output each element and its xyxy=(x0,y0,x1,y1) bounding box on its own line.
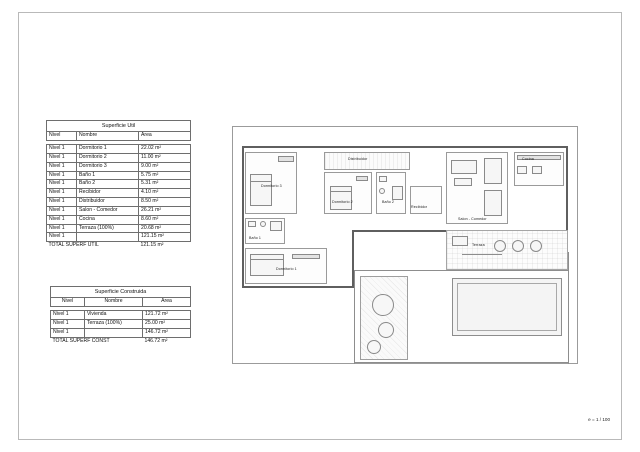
coffee-table xyxy=(454,178,472,186)
cell-nombre: Terraza (100%) xyxy=(85,319,143,328)
tree-icon xyxy=(372,294,394,316)
table-row xyxy=(47,162,191,171)
label-dormitorio-1: Dormitorio 1 xyxy=(276,267,297,271)
table-row xyxy=(51,328,191,337)
table-row xyxy=(51,311,191,320)
terrace-paving-line xyxy=(462,254,502,255)
cell-nombre: Distribuidor xyxy=(77,198,139,207)
column-header-area: Área xyxy=(143,298,191,307)
label-recibidor: Recibidor xyxy=(411,205,428,209)
cell-nombre: Baño 2 xyxy=(77,180,139,189)
sofa xyxy=(451,160,477,174)
lounger-2 xyxy=(512,240,524,252)
wardrobe-dormitorio-3 xyxy=(278,156,294,162)
exterior-wall-top xyxy=(242,146,568,148)
cell-nombre xyxy=(85,328,143,337)
label-terraza: Terraza xyxy=(472,243,485,247)
pillow-dormitorio-2 xyxy=(330,186,352,192)
cell-area: 4.10 m² xyxy=(139,189,191,198)
table-superficie-construida xyxy=(50,286,191,345)
dining-table xyxy=(484,190,502,216)
table-row xyxy=(47,233,191,242)
table-total-row xyxy=(51,337,191,345)
table-row xyxy=(47,180,191,189)
column-header-nombre: Nombre xyxy=(85,298,143,307)
table-total-row xyxy=(47,242,191,250)
pool-inner-edge xyxy=(457,283,557,331)
terrace-table xyxy=(452,236,468,246)
scale-note: e = 1 / 100 xyxy=(588,417,610,422)
table-title: Superficie Util xyxy=(47,121,191,132)
cell-nivel: Nivel 1 xyxy=(47,224,77,233)
plot-line-bottom xyxy=(354,362,568,363)
cell-area: 146.72 m² xyxy=(143,328,191,337)
column-header-area: Area xyxy=(139,132,191,141)
lounger-3 xyxy=(530,240,542,252)
cell-nombre xyxy=(77,233,139,242)
cell-nombre: Vivienda xyxy=(85,311,143,320)
table-row xyxy=(47,224,191,233)
plot-line-left xyxy=(354,270,355,364)
cell-area: 5.75 m² xyxy=(139,171,191,180)
cell-area: 22.02 m² xyxy=(139,145,191,154)
label-dormitorio-2: Dormitorio 2 xyxy=(332,200,353,204)
swimming-pool xyxy=(452,278,562,336)
lounge-seating xyxy=(484,158,502,184)
total-value: 121.15 m² xyxy=(140,242,164,249)
table-header-row xyxy=(47,132,191,141)
total-label: TOTAL SUPERF UTIL xyxy=(48,242,99,249)
lounger-1 xyxy=(494,240,506,252)
plot-line-right xyxy=(568,252,569,364)
cell-area: 8.60 m² xyxy=(139,215,191,224)
pillow-dormitorio-3 xyxy=(250,174,272,182)
label-distribuidor: Distribuidor xyxy=(348,157,368,161)
table-row xyxy=(47,215,191,224)
cell-area: 5.31 m² xyxy=(139,180,191,189)
total-label: TOTAL SUPERF CONST xyxy=(52,337,110,344)
label-salon-comedor: Salon - Comedor xyxy=(458,217,487,221)
cell-area: 9.00 m² xyxy=(139,162,191,171)
cell-nombre: Salon - Comedor xyxy=(77,206,139,215)
label-dormitorio-3: Dormitorio 3 xyxy=(261,184,282,188)
cell-area: 121.15 m² xyxy=(139,233,191,242)
label-bano-1: Baño 1 xyxy=(249,236,261,240)
tree-icon xyxy=(367,340,381,354)
wardrobe-dormitorio-2 xyxy=(356,176,368,181)
cell-nivel: Nivel 1 xyxy=(47,153,77,162)
cell-nivel: Nivel 1 xyxy=(47,206,77,215)
table-row xyxy=(47,198,191,207)
cell-nombre: Dormitorio 2 xyxy=(77,153,139,162)
kitchen-stove xyxy=(532,166,542,174)
table-row xyxy=(47,189,191,198)
table-title-row xyxy=(51,287,191,298)
room-recibidor xyxy=(410,186,442,214)
exterior-wall-left xyxy=(242,146,244,288)
floor-plan xyxy=(232,126,578,364)
cell-nombre: Recibidor xyxy=(77,189,139,198)
cell-nombre: Cocina xyxy=(77,215,139,224)
cell-nombre: Terraza (100%) xyxy=(77,224,139,233)
table-row xyxy=(47,171,191,180)
table-row xyxy=(51,319,191,328)
cell-nivel: Nivel 1 xyxy=(47,233,77,242)
cell-nivel: Nivel 1 xyxy=(47,171,77,180)
cell-nivel: Nivel 1 xyxy=(51,319,85,328)
shower-bano-1 xyxy=(270,221,282,231)
toilet-bano-1 xyxy=(260,221,266,227)
table-row xyxy=(47,206,191,215)
cell-nivel: Nivel 1 xyxy=(47,162,77,171)
plot-line-top xyxy=(354,270,568,271)
table-row xyxy=(47,145,191,154)
exterior-wall-bottom-left xyxy=(242,286,354,288)
table-header-row xyxy=(51,298,191,307)
pillow-dormitorio-1 xyxy=(250,254,284,260)
cell-area: 26.21 m² xyxy=(139,206,191,215)
cell-nivel: Nivel 1 xyxy=(51,311,85,320)
column-header-nivel: Nivel xyxy=(47,132,77,141)
label-cocina: Cocina xyxy=(522,157,534,161)
table-row xyxy=(47,153,191,162)
bathtub-bano-2 xyxy=(392,186,403,200)
cell-nivel: Nivel 1 xyxy=(51,328,85,337)
cell-area: 121.72 m² xyxy=(143,311,191,320)
cell-nivel: Nivel 1 xyxy=(47,145,77,154)
cell-area: 11.00 m² xyxy=(139,153,191,162)
table-superficie-util xyxy=(46,120,191,250)
label-bano-2: Baño 2 xyxy=(382,200,394,204)
toilet-bano-2 xyxy=(379,188,385,194)
cell-area: 20.68 m² xyxy=(139,224,191,233)
cell-nombre: Baño 1 xyxy=(77,171,139,180)
cell-area: 25.00 m² xyxy=(143,319,191,328)
cell-nivel: Nivel 1 xyxy=(47,215,77,224)
sink-bano-2 xyxy=(379,176,387,182)
room-distribuidor xyxy=(324,152,410,170)
column-header-nombre: Nombre xyxy=(77,132,139,141)
kitchen-sink xyxy=(517,166,527,174)
cell-nivel: Nivel 1 xyxy=(47,198,77,207)
column-header-nivel: Nivel xyxy=(51,298,85,307)
wardrobe-dormitorio-1 xyxy=(292,254,320,259)
cell-nombre: Dormitorio 1 xyxy=(77,145,139,154)
table-title-row xyxy=(47,121,191,132)
cell-nombre: Dormitorio 3 xyxy=(77,162,139,171)
tree-icon xyxy=(378,322,394,338)
cell-nivel: Nivel 1 xyxy=(47,180,77,189)
table-title: Superficie Construida xyxy=(51,287,191,298)
cell-area: 8.50 m² xyxy=(139,198,191,207)
sink-bano-1 xyxy=(248,221,256,227)
cell-nivel: Nivel 1 xyxy=(47,189,77,198)
total-value: 146.72 m² xyxy=(144,337,168,344)
